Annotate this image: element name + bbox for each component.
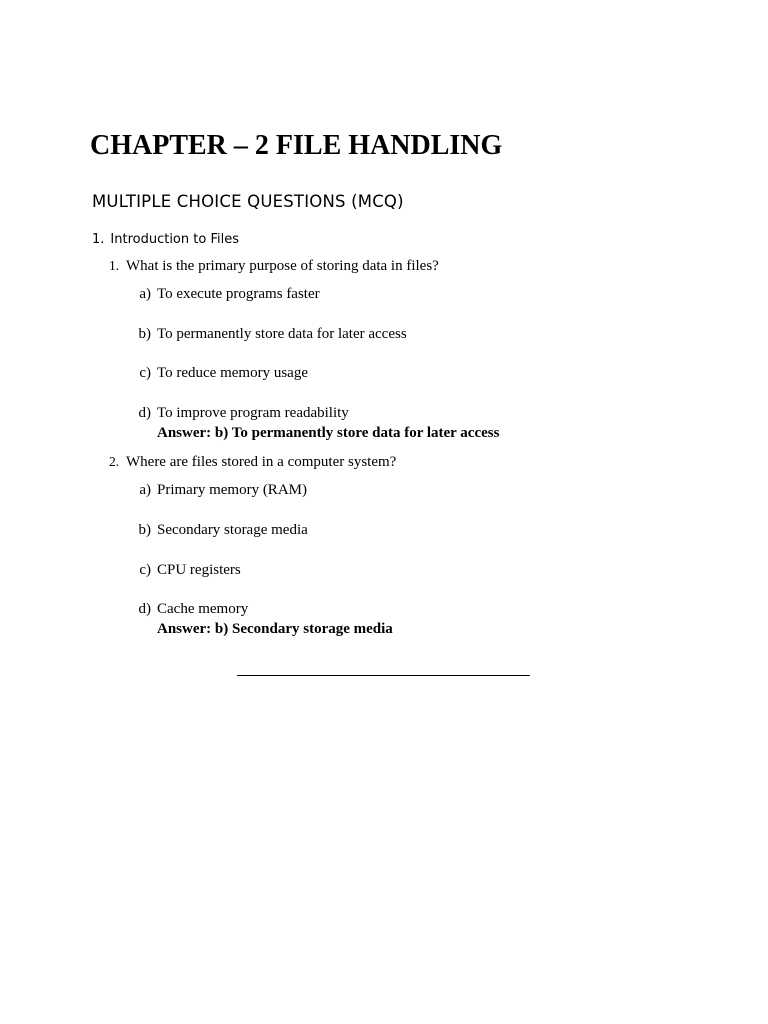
option-letter: b) — [138, 522, 151, 538]
topic-label: Introduction to Files — [110, 232, 239, 247]
option-1c — [133, 363, 308, 383]
option-text: CPU registers — [157, 562, 241, 578]
option-2b — [133, 520, 308, 540]
horizontal-divider — [237, 675, 530, 676]
option-1d — [133, 403, 349, 423]
question-1 — [109, 256, 439, 276]
option-2c — [133, 560, 241, 580]
option-letter: d) — [138, 405, 151, 421]
answer-1: Answer: b) To permanently store data for later access — [157, 425, 500, 441]
option-2a — [133, 480, 307, 500]
option-1b — [133, 324, 407, 344]
section-subtitle: MULTIPLE CHOICE QUESTIONS (MCQ) — [92, 192, 404, 211]
option-text: To permanently store data for later access — [157, 326, 407, 342]
option-letter: a) — [139, 482, 151, 498]
option-text: To improve program readability — [157, 405, 349, 421]
option-letter: c) — [139, 562, 151, 578]
option-letter: d) — [138, 601, 151, 617]
chapter-title: CHAPTER – 2 FILE HANDLING — [90, 130, 503, 161]
topic-heading — [92, 230, 239, 250]
option-letter: a) — [139, 286, 151, 302]
question-number: 1. — [109, 258, 120, 273]
option-text: Primary memory (RAM) — [157, 482, 307, 498]
option-text: To reduce memory usage — [157, 365, 308, 381]
question-2 — [109, 452, 396, 472]
question-text: What is the primary purpose of storing data in files? — [126, 258, 439, 274]
option-text: To execute programs faster — [157, 286, 320, 302]
question-text: Where are files stored in a computer system? — [126, 454, 397, 470]
topic-number: 1. — [92, 232, 105, 247]
option-letter: c) — [139, 365, 151, 381]
option-letter: b) — [138, 326, 151, 342]
option-1a — [133, 284, 320, 304]
option-text: Secondary storage media — [157, 522, 308, 538]
question-number: 2. — [109, 454, 120, 469]
option-2d — [133, 599, 248, 619]
option-text: Cache memory — [157, 601, 249, 617]
answer-2: Answer: b) Secondary storage media — [157, 621, 393, 637]
